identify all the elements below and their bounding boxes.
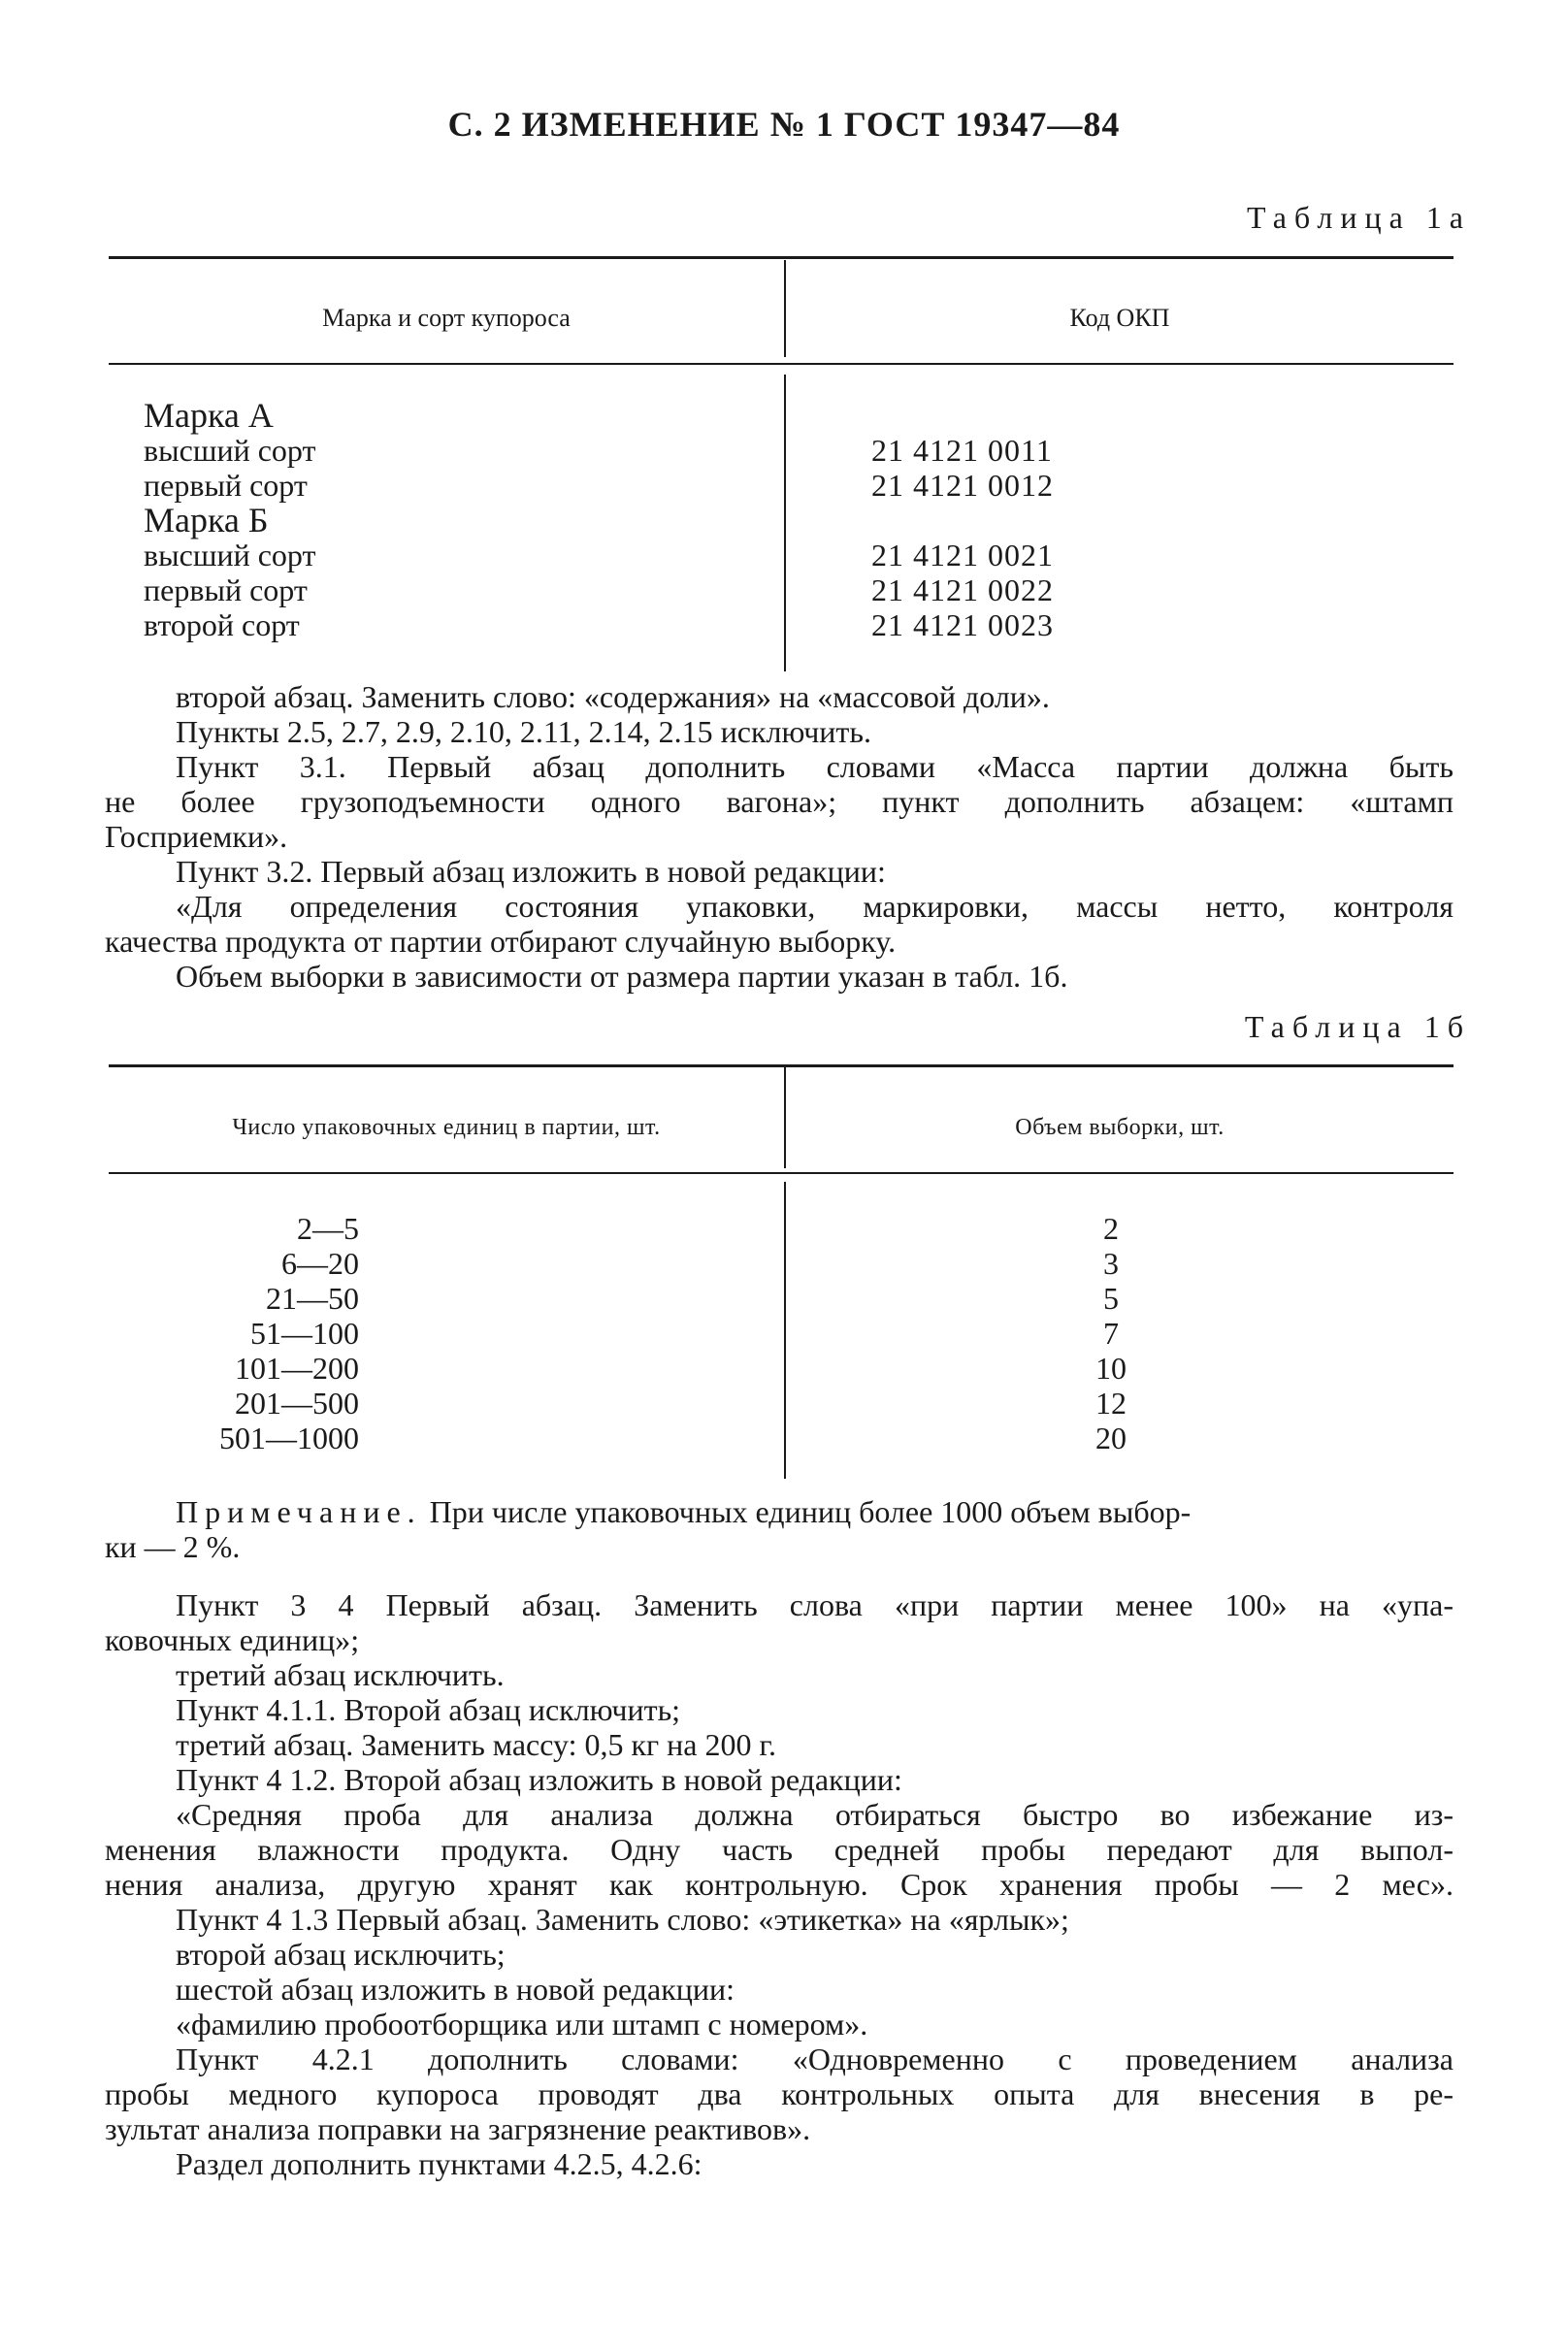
text-line: Раздел дополнить пунктами 4.2.5, 4.2.6: xyxy=(176,2146,702,2181)
table-1b-lots xyxy=(136,1211,359,1455)
note-line: ки — 2 %. xyxy=(105,1529,241,1564)
table-row-name: высший сорт xyxy=(144,538,316,572)
text-line: качества продукта от партии отбирают случайную выборку. xyxy=(105,924,897,959)
table-row-lot: 501—1000 xyxy=(219,1421,359,1455)
text-line: менения влажности продукта. Одну часть средней пробы передают для выпол- xyxy=(105,1832,1454,1867)
table-row-lot: 51—100 xyxy=(250,1316,359,1351)
text-line: Пункт 4 1.3 Первый абзац. Заменить слово: «этикетка» на «ярлык»; xyxy=(176,1902,1069,1937)
table-row-sample: 7 xyxy=(1103,1316,1119,1351)
table-1a-names xyxy=(144,398,315,642)
table-note xyxy=(105,1494,1454,1564)
text-line: Госприемки». xyxy=(105,819,288,854)
table-1a-top-rule xyxy=(109,256,1454,259)
table-1b-top-rule xyxy=(109,1064,1454,1067)
table-row-sample: 2 xyxy=(1103,1211,1119,1246)
table-row-lot: 2—5 xyxy=(297,1211,359,1246)
table-1b-body-divider xyxy=(784,1182,786,1479)
text-line: пробы медного купороса проводят два контрольных опыта для внесения в ре- xyxy=(105,2076,1454,2111)
table-row-lot: 6—20 xyxy=(281,1246,359,1281)
table-row-code: 21 4121 0012 xyxy=(871,468,1054,503)
text-line: «фамилию пробоотборщика или штамп с номером». xyxy=(176,2007,868,2042)
text-block-2 xyxy=(105,1587,1454,2181)
table-row-code: 21 4121 0023 xyxy=(871,607,1054,642)
table-row-name: высший сорт xyxy=(144,433,316,468)
table-row-lot: 101—200 xyxy=(235,1351,359,1386)
text-line: Пункт 4.2.1 дополнить словами: «Одновременно с проведением анализа xyxy=(176,2042,1454,2076)
table-row-sample: 3 xyxy=(1103,1246,1119,1281)
text-line: второй абзац исключить; xyxy=(176,1937,506,1972)
table-1a-col2-header: Код ОКП xyxy=(1069,304,1170,332)
text-line: Объем выборки в зависимости от размера партии указан в табл. 1б. xyxy=(176,959,1068,994)
text-line: ковочных единиц»; xyxy=(105,1622,360,1657)
text-line: третий абзац. Заменить массу: 0,5 кг на 200 г. xyxy=(176,1727,776,1762)
table-row-sample: 20 xyxy=(1095,1421,1127,1455)
text-block-1 xyxy=(105,679,1454,994)
text-line: Пункт 4.1.1. Второй абзац исключить; xyxy=(176,1692,681,1727)
table-1b-caption: Таблица 1б xyxy=(1244,1009,1471,1044)
note-label: Примечание. xyxy=(176,1494,422,1529)
table-row-lot: 21—50 xyxy=(266,1281,359,1316)
text-line: нения анализа, другую хранят как контрольную. Срок хранения пробы — 2 мес». xyxy=(105,1867,1454,1902)
table-row-name: второй сорт xyxy=(144,607,300,642)
table-row-name: первый сорт xyxy=(144,468,308,503)
table-row-name: Марка А xyxy=(144,396,274,435)
text-line: не более грузоподъемности одного вагона»; пункт дополнить абзацем: «штамп xyxy=(105,784,1454,819)
text-line: Пункты 2.5, 2.7, 2.9, 2.10, 2.11, 2.14, 2.15 исключить. xyxy=(176,714,871,749)
table-1a-codes xyxy=(871,433,1054,642)
table-1b-samples xyxy=(1067,1211,1155,1455)
note-text: При числе упаковочных единиц более 1000 объем выбор- xyxy=(421,1494,1192,1529)
table-row-sample: 10 xyxy=(1095,1351,1127,1386)
note-line xyxy=(105,1494,1454,1529)
table-row-name: первый сорт xyxy=(144,572,308,607)
table-1b-header-rule xyxy=(109,1172,1454,1174)
table-row-code: 21 4121 0021 xyxy=(871,538,1054,572)
text-line: шестой абзац изложить в новой редакции: xyxy=(176,1972,735,2007)
table-1a-header-rule xyxy=(109,363,1454,365)
text-line: Пункт 3 4 Первый абзац. Заменить слова «при партии менее 100» на «упа- xyxy=(176,1587,1454,1622)
table-row-code: 21 4121 0011 xyxy=(871,433,1053,468)
text-line: Пункт 3.1. Первый абзац дополнить словами «Масса партии должна быть xyxy=(176,749,1454,784)
table-row-name: Марка Б xyxy=(144,501,269,539)
text-line: Пункт 4 1.2. Второй абзац изложить в новой редакции: xyxy=(176,1762,902,1797)
table-1a-col1-header: Марка и сорт купороса xyxy=(322,304,571,332)
table-row-code: 21 4121 0022 xyxy=(871,572,1054,607)
page-header: С. 2 ИЗМЕНЕНИЕ № 1 ГОСТ 19347—84 xyxy=(447,105,1121,144)
table-row-lot: 201—500 xyxy=(235,1386,359,1421)
text-line: второй абзац. Заменить слово: «содержания» на «массовой доли». xyxy=(176,679,1050,714)
text-line: «Средняя проба для анализа должна отбираться быстро во избежание из- xyxy=(176,1797,1454,1832)
table-1b-col1-header: Число упаковочных единиц в партии, шт. xyxy=(232,1115,661,1140)
table-1a-body-divider xyxy=(784,375,786,671)
table-row-sample: 5 xyxy=(1103,1281,1119,1316)
table-1a-caption: Таблица 1а xyxy=(1246,200,1471,235)
table-row-sample: 12 xyxy=(1095,1386,1127,1421)
text-line: зультат анализа поправки на загрязнение реактивов». xyxy=(105,2111,811,2146)
table-1b-col2-header: Объем выборки, шт. xyxy=(1015,1115,1225,1140)
text-line: третий абзац исключить. xyxy=(176,1657,505,1692)
text-line: Пункт 3.2. Первый абзац изложить в новой редакции: xyxy=(176,854,886,889)
text-line: «Для определения состояния упаковки, маркировки, массы нетто, контроля xyxy=(176,889,1454,924)
